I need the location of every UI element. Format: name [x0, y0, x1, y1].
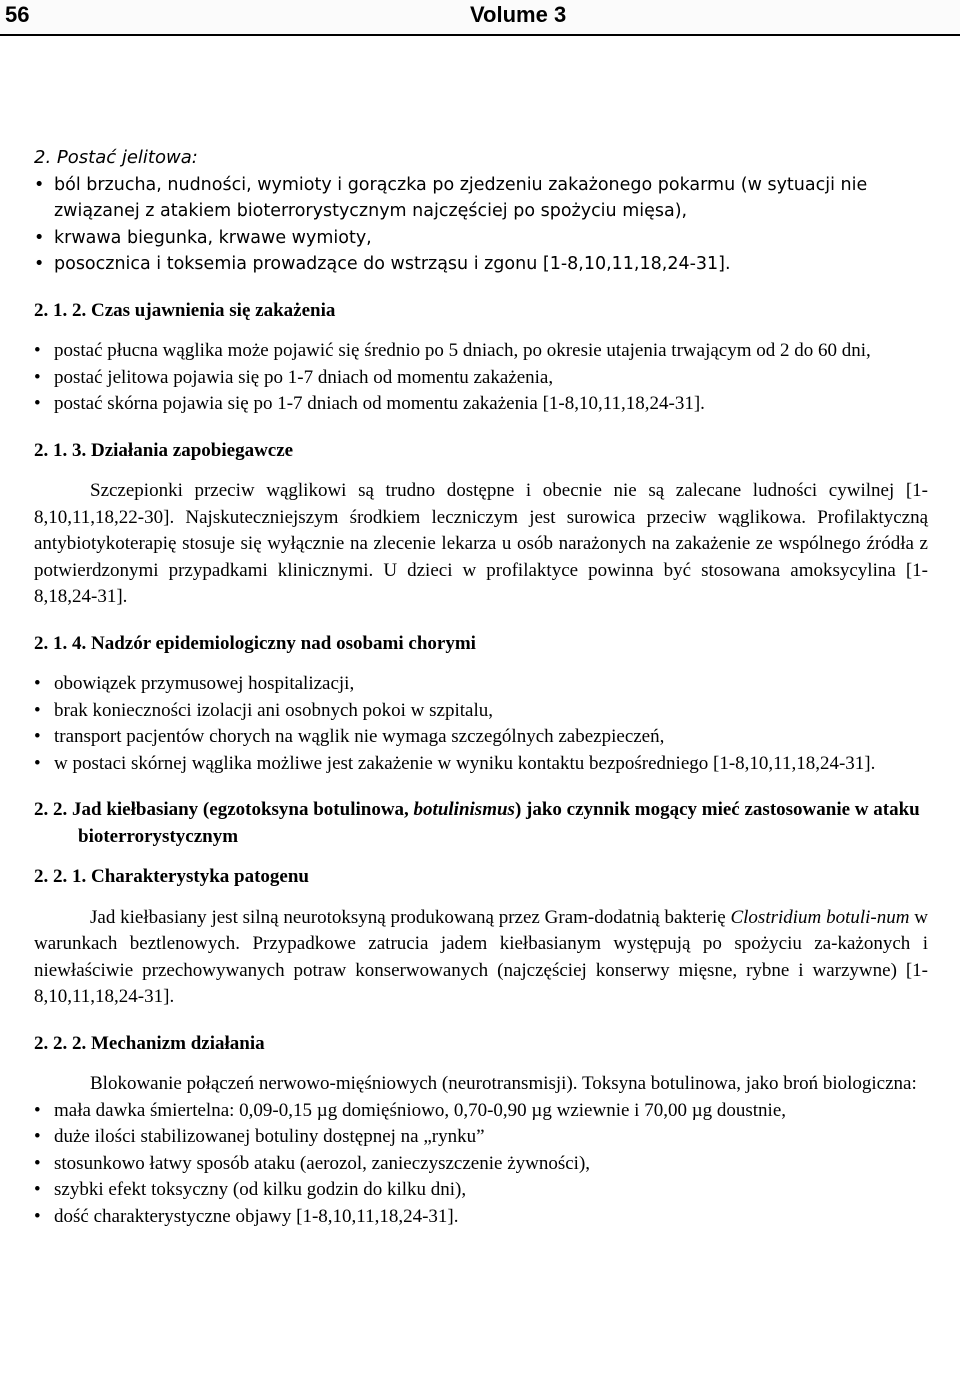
section-charakterystyka-heading — [34, 864, 928, 891]
section-czas — [34, 298, 928, 418]
section-nadzor — [34, 631, 928, 778]
section-title: Charakterystyka patogenu — [91, 866, 309, 887]
list-item: • stosunkowo łatwy sposób ataku (aerozol, zanieczyszczenie żywności), — [34, 1151, 928, 1178]
list-item: • postać skórna pojawia się po 1-7 dniach od momentu zakażenia [1-8,10,11,18,24-31]. — [34, 391, 928, 418]
list-item: • ból brzucha, nudności, wymioty i gorączka po zjedzeniu zakażonego pokarmu (w sytuacji nie związanej z atakiem bioterrorystycznym najczęściej po spożyciu mięsa), — [34, 172, 928, 225]
list-item: • krwawa biegunka, krwawe wymioty, — [34, 225, 928, 252]
section-mechanizm — [34, 1031, 928, 1231]
section-number: 2. 2. — [34, 799, 68, 820]
list-item: • szybki efekt toksyczny (od kilku godzin do kilku dni), — [34, 1177, 928, 1204]
section-czas-list — [34, 338, 928, 418]
paragraph-text: Jad kiełbasiany jest silną neurotoksyną produkowaną przez Gram-dodatnią bakterię — [90, 906, 726, 928]
section-dzialania — [34, 438, 928, 611]
list-item: • obowiązek przymusowej hospitalizacji, — [34, 671, 928, 698]
section-jad-heading — [34, 797, 928, 850]
list-item: • postać jelitowa pojawia się po 1-7 dniach od momentu zakażenia, — [34, 365, 928, 392]
section-title: Jad kiełbasiany (egzotoksyna botulinowa, — [72, 799, 409, 820]
section-jelitowa-title: 2. Postać jelitowa: — [34, 147, 198, 168]
section-dzialania-paragraph: Szczepionki przeciw wąglikowi są trudno dostępne i obecnie nie są zalecane ludności cywilnej [1-8,10,11,18,22-30]. Najskuteczniejszym środkiem leczniczym jest surowica przeciw wąglikowa. Profilaktyczną antybiotykoterapię stosuje się wyłącznie na zlecenie lekarza u osób narażonych na zakażenie ze wspólnego źródła z potwierdzonymi przypadkami klinicznymi. U dzieci w profilaktyce powinna być stosowana amoksycylina [1-8,18,24-31]. — [34, 480, 928, 607]
page-header — [0, 0, 960, 36]
section-charakterystyka-paragraph — [34, 905, 928, 1011]
section-title: Nadzór epidemiologiczny nad osobami chorymi — [91, 632, 476, 654]
list-item: • mała dawka śmiertelna: 0,09-0,15 µg domięśniowo, 0,70-0,90 µg wziewnie i 70,00 µg doustnie, — [34, 1098, 928, 1125]
section-charakterystyka — [34, 864, 928, 1011]
list-item: • dość charakterystyczne objawy [1-8,10,11,18,24-31]. — [34, 1204, 928, 1231]
section-mechanizm-heading — [34, 1031, 928, 1058]
section-title: Działania zapobiegawcze — [91, 439, 294, 461]
list-item: • posocznica i toksemia prowadzące do wstrząsu i zgonu [1-8,10,11,18,24-31]. — [34, 251, 928, 278]
list-item: • transport pacjentów chorych na wąglik nie wymaga szczególnych zabezpieczeń, — [34, 724, 928, 751]
section-number: 2. 1. 2. — [34, 299, 87, 321]
section-title: Czas ujawnienia się zakażenia — [91, 299, 336, 321]
section-nadzor-list — [34, 671, 928, 777]
section-title-italic: botulinismus — [413, 799, 515, 820]
section-title: Mechanizm działania — [91, 1032, 265, 1054]
section-jelitowa — [34, 145, 928, 278]
volume-label: Volume 3 — [470, 2, 567, 27]
section-czas-heading — [34, 298, 928, 325]
section-number: 2. 1. 4. — [34, 632, 87, 654]
section-number: 2. 2. 1. — [34, 866, 87, 887]
section-mechanizm-paragraph: Blokowanie połączeń nerwowo-mięśniowych (neurotransmisji). Toksyna botulinowa, jako broń biologiczna: — [90, 1073, 917, 1094]
list-item: • brak konieczności izolacji ani osobnych pokoi w szpitalu, — [34, 698, 928, 725]
section-number: 2. 2. 2. — [34, 1032, 87, 1054]
section-title-end: ) jako czynnik mogący mieć zastosowanie w ataku bioterrorystycznym — [78, 799, 920, 847]
section-mechanizm-list — [34, 1098, 928, 1231]
list-item: • w postaci skórnej wąglika możliwe jest zakażenie w wyniku kontaktu bezpośredniego [1-8,10,11,18,24-31]. — [34, 751, 928, 778]
section-dzialania-heading — [34, 438, 928, 465]
section-number: 2. 1. 3. — [34, 439, 87, 461]
section-nadzor-heading — [34, 631, 928, 658]
paragraph-text: w warunkach beztlenowych. Przypadkowe zatrucia jadem kiełbasianym występują po spożyciu za-każonych i niewłaściwie przechowywanych potraw konserwowanych (najczęściej konserwy mięsne, rybne i warzywne) [1-8,10,11,18,24-31]. — [34, 906, 929, 1007]
document-body — [34, 145, 928, 1230]
paragraph-italic: Clostridium botuli-num — [730, 906, 910, 928]
section-jelitowa-list — [34, 172, 928, 278]
list-item: • postać płucna wąglika może pojawić się średnio po 5 dniach, po okresie utajenia trwającym od 2 do 60 dni, — [34, 338, 928, 365]
list-item: • duże ilości stabilizowanej botuliny dostępnej na „rynku” — [34, 1124, 928, 1151]
section-jad — [34, 797, 928, 850]
page-number: 56 — [5, 2, 30, 27]
